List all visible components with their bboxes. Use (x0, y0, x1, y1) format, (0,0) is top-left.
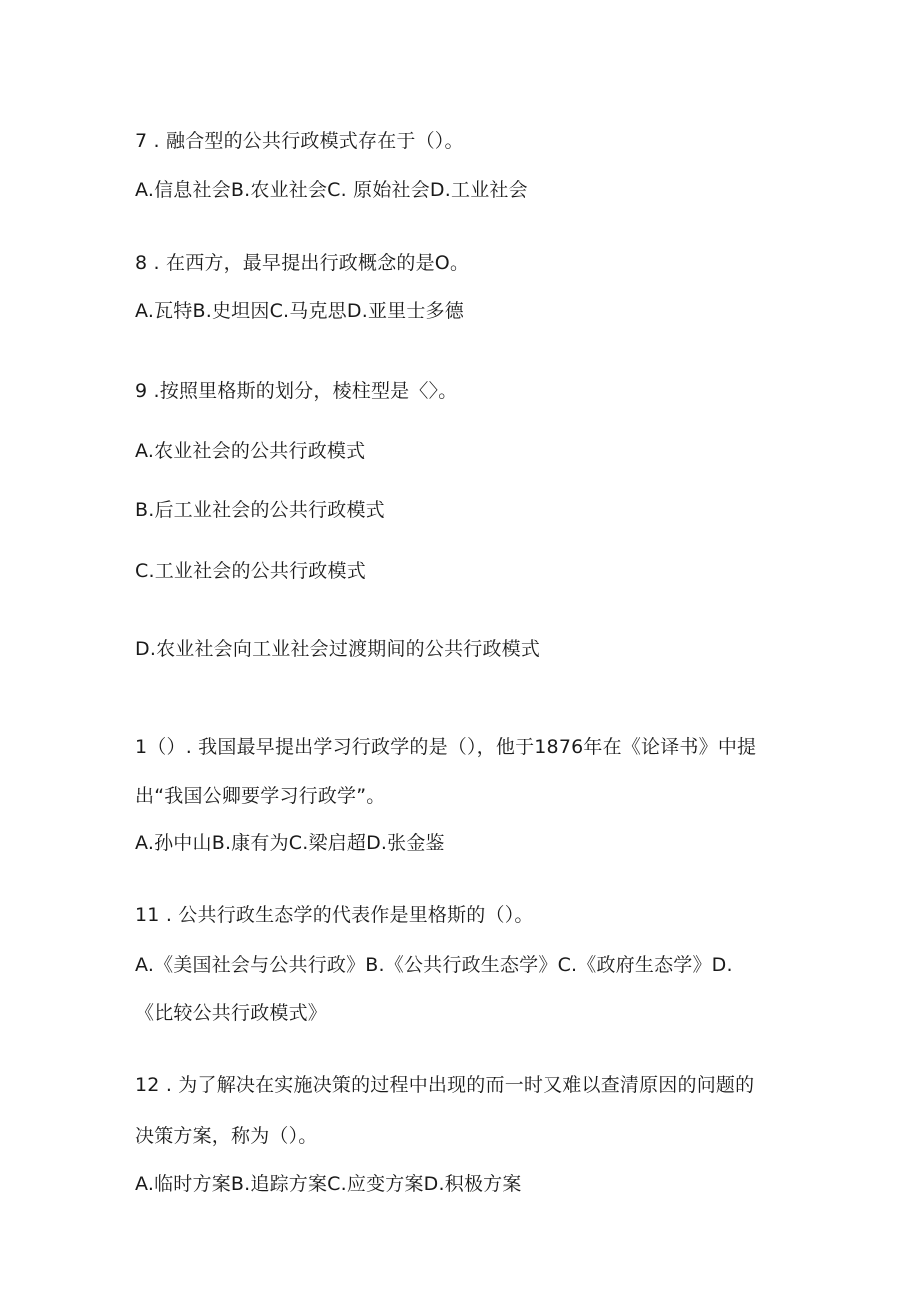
question-7-stem: 7 . 融合型的公共行政模式存在于（）。 (135, 130, 464, 152)
question-9-stem: 9 .按照里格斯的划分，棱柱型是〈〉。 (135, 380, 458, 402)
question-11-stem: 11 . 公共行政生态学的代表作是里格斯的（）。 (135, 904, 534, 926)
question-9-option-c: C.工业社会的公共行政模式 (135, 560, 366, 582)
question-8-options: A.瓦特B.史坦因C.马克思D.亚里士多德 (135, 300, 464, 322)
question-8-stem: 8 . 在西方，最早提出行政概念的是O。 (135, 252, 470, 274)
question-9-option-d: D.农业社会向工业社会过渡期间的公共行政模式 (135, 638, 541, 660)
question-11-options-line-2: 《比较公共行政模式》 (135, 1002, 328, 1024)
question-11-options-line-1: A.《美国社会与公共行政》B.《公共行政生态学》C.《政府生态学》D. (135, 954, 733, 976)
question-10-stem-line-1: 1（）. 我国最早提出学习行政学的是（），他于1876年在《论译书》中提 (135, 736, 757, 758)
question-10-options: A.孙中山B.康有为C.梁启超D.张金鉴 (135, 832, 445, 854)
question-12-options: A.临时方案B.追踪方案C.应变方案D.积极方案 (135, 1173, 522, 1195)
question-10-stem-line-2: 出“我国公卿要学习行政学”。 (135, 785, 386, 807)
question-7-options: A.信息社会B.农业社会C. 原始社会D.工业社会 (135, 179, 528, 201)
question-9-option-b: B.后工业社会的公共行政模式 (135, 499, 385, 521)
question-12-stem-line-2: 决策方案，称为（）。 (135, 1125, 318, 1147)
question-12-stem-line-1: 12 . 为了解决在实施决策的过程中出现的而一时又难以查清原因的问题的 (135, 1074, 755, 1096)
question-9-option-a: A.农业社会的公共行政模式 (135, 440, 366, 462)
